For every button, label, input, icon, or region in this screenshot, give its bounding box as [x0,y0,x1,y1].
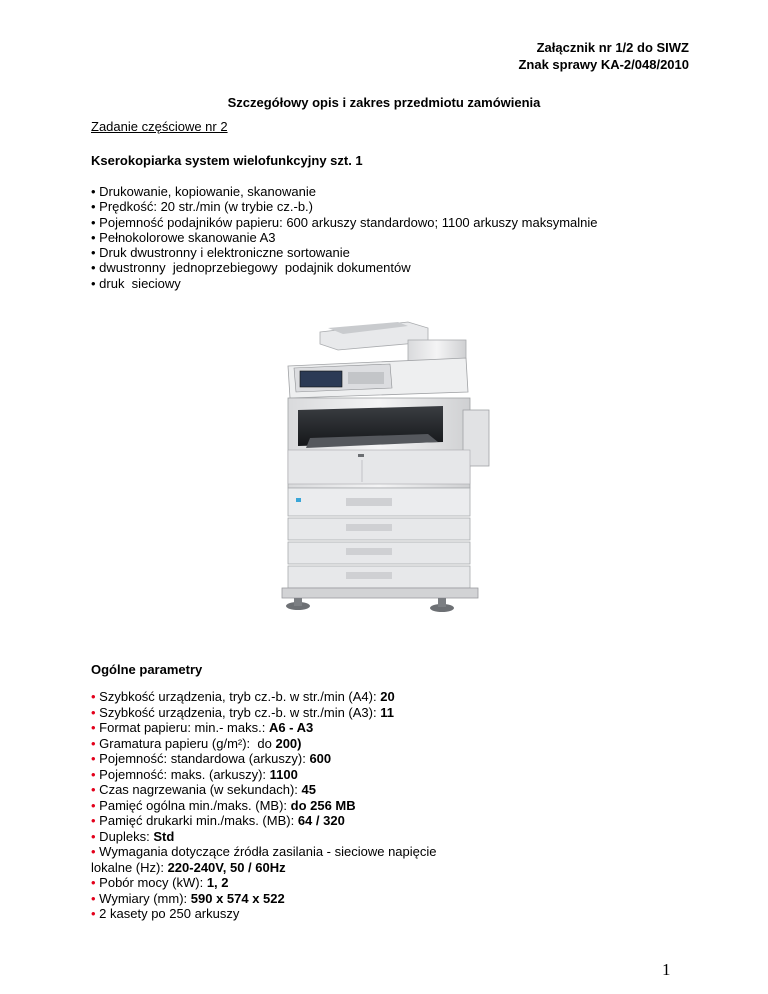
param-label: Wymagania dotyczące źródła zasilania - sieciowe napięcie [95,844,437,859]
param-label: Pobór mocy (kW): [95,875,207,890]
list-item: • dwustronny jednoprzebiegowy podajnik dokumentów [91,260,411,276]
param-label: lokalne (Hz): [91,859,168,875]
list-item [91,782,437,798]
list-item [91,906,437,922]
list-item [91,860,437,876]
bullet: • [91,828,96,844]
param-label: Pamięć ogólna min./maks. (MB): [95,797,291,813]
list-item: • Druk dwustronny i elektroniczne sortowanie [91,245,350,261]
param-value: 11 [380,704,394,720]
bullet: • [91,751,96,766]
param-label: Pamięć drukarki min./maks. (MB): [95,813,298,828]
param-value: 220-240V, 50 / 60Hz [167,859,286,875]
param-value: A6 - A3 [268,720,314,735]
list-item [91,798,437,814]
list-item [91,891,437,907]
param-label: Pojemność: standardowa (arkuszy): [95,751,310,766]
page-number: 1 [662,960,671,979]
params-heading: Ogólne parametry [91,662,203,677]
bullet: • [91,735,96,751]
param-label: Czas nagrzewania (w sekundach): [95,782,302,797]
bullet: • [91,890,96,906]
case-number: Znak sprawy KA-2/048/2010 [518,57,689,72]
bullet: • [91,720,96,735]
list-item: • druk sieciowy [91,275,181,291]
list-item [91,829,437,845]
attachment-header: Załącznik nr 1/2 do SIWZ [536,40,689,55]
list-item [91,751,437,767]
parameter-list [91,689,437,922]
param-value: 45 [301,782,316,797]
param-label: Pojemność: maks. (arkuszy): [95,766,270,782]
param-value: do 256 MB [290,797,356,813]
list-item [91,844,437,860]
list-item [91,813,437,829]
bullet: • [91,797,96,813]
bullet: • [91,875,96,890]
bullet: • [91,689,96,704]
list-item: • Drukowanie, kopiowanie, skanowanie [91,184,316,199]
feature-list [91,184,598,291]
param-value: 1, 2 [206,875,229,890]
list-item: • Pojemność podajników papieru: 600 arkuszy standardowo; 1100 arkuszy maksymalnie [91,214,598,230]
list-item [91,767,437,783]
param-label: 2 kasety po 250 arkuszy [95,906,240,921]
param-label: Format papieru: min.- maks.: [95,720,269,735]
list-item: • Pełnokolorowe skanowanie A3 [91,229,276,245]
product-title: Kserokopiarka system wielofunkcyjny szt. 1 [91,153,363,168]
list-item [91,705,437,721]
task-heading: Zadanie częściowe nr 2 [91,119,228,134]
param-label: Szybkość urządzenia, tryb cz.-b. w str./min (A3): [95,704,381,720]
param-value: 64 / 320 [297,813,345,828]
list-item [91,720,437,736]
param-value: 1100 [269,766,298,782]
bullet: • [91,844,96,859]
list-item [91,875,437,891]
param-value: 200) [275,735,302,751]
list-item [91,689,437,705]
document-title: Szczegółowy opis i zakres przedmiotu zamówienia [227,95,541,110]
list-item: • Prędkość: 20 str./min (w trybie cz.-b.) [91,199,313,215]
param-value: 600 [309,751,332,766]
copier-image [258,314,498,614]
param-value: 590 x 574 x 522 [190,890,285,906]
param-label: Wymiary (mm): [95,890,191,906]
bullet: • [91,704,96,720]
bullet: • [91,906,96,921]
param-label: Szybkość urządzenia, tryb cz.-b. w str./min (A4): [95,689,381,704]
bullet: • [91,766,96,782]
param-value: Std [153,828,175,844]
param-label: Gramatura papieru (g/m²): do [95,735,276,751]
param-value: 20 [380,689,395,704]
list-item [91,736,437,752]
bullet: • [91,782,96,797]
param-label: Dupleks: [95,828,154,844]
bullet: • [91,813,96,828]
